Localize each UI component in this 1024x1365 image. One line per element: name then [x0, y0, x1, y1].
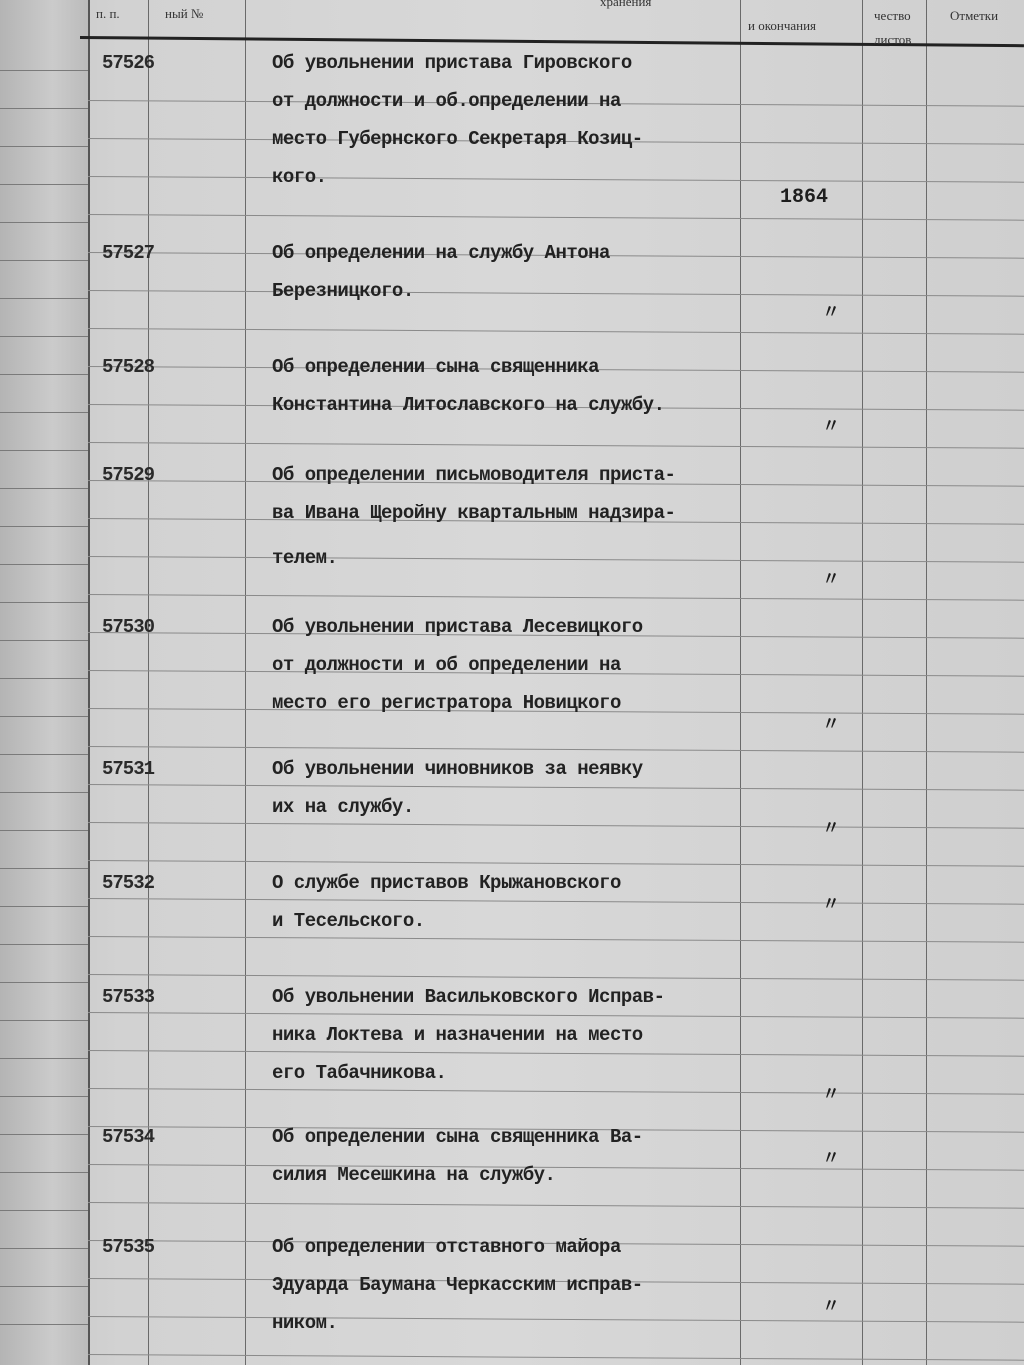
- ruled-line: [0, 792, 88, 793]
- ruled-line: [0, 716, 88, 717]
- ditto-mark: 〃: [822, 1086, 840, 1106]
- entry-title-line: Об определении отставного майора: [272, 1236, 621, 1258]
- entry-title-line: О службе приставов Крыжановского: [272, 872, 621, 894]
- entry-title-line: Об увольнении пристава Гировского: [272, 52, 632, 74]
- ruled-line: [0, 906, 88, 907]
- entry-number: 57527: [102, 242, 155, 264]
- ruled-line: [88, 176, 1024, 183]
- column-divider: [740, 0, 741, 1365]
- ditto-mark: 〃: [822, 418, 840, 438]
- ruled-line: [0, 602, 88, 603]
- entry-title-line: ника Локтева и назначении на место: [272, 1024, 643, 1046]
- entry-title-line: его Табачникова.: [272, 1062, 447, 1084]
- entry-number: 57534: [102, 1126, 155, 1148]
- ruled-line: [0, 564, 88, 565]
- ruled-line: [0, 146, 88, 147]
- entry-number: 57531: [102, 758, 155, 780]
- entry-number: 57530: [102, 616, 155, 638]
- entry-title-line: и Тесельского.: [272, 910, 425, 932]
- entry-number: 57526: [102, 52, 155, 74]
- ruled-line: [0, 488, 88, 489]
- ruled-line: [0, 1172, 88, 1173]
- entry-date: 1864: [780, 186, 829, 209]
- entry-title-line: ником.: [272, 1312, 338, 1334]
- entry-title-line: Об увольнении чиновников за неявку: [272, 758, 643, 780]
- ditto-mark: 〃: [822, 1150, 840, 1170]
- header-count-2: листов: [874, 32, 912, 47]
- ruled-line: [0, 298, 88, 299]
- entry-title-line: место Губернского Секретаря Козиц-: [272, 128, 643, 150]
- ruled-line: [88, 1088, 1024, 1095]
- ditto-mark: 〃: [822, 896, 840, 916]
- column-divider: [148, 0, 149, 1365]
- entry-title-line: от должности и об.определении на: [272, 90, 621, 112]
- header-number: ный №: [165, 6, 204, 21]
- entry-number: 57529: [102, 464, 155, 486]
- ruled-line: [0, 1248, 88, 1249]
- entry-title-line: Об определении сына священника: [272, 356, 600, 378]
- previous-page-edge: [0, 0, 90, 1365]
- entry-title-line: Об определении на службу Антона: [272, 242, 610, 264]
- entry-title-line: силия Месешкина на службу.: [272, 1164, 556, 1186]
- entry-title-line: от должности и об определении на: [272, 654, 621, 676]
- ruled-line: [88, 936, 1024, 943]
- entry-title-line: Константина Литославского на службу.: [272, 394, 665, 416]
- ruled-line: [0, 944, 88, 945]
- entry-number: 57535: [102, 1236, 155, 1258]
- entry-title-line: телем.: [272, 547, 338, 569]
- ditto-mark: 〃: [822, 1298, 840, 1318]
- ditto-mark: 〃: [822, 716, 840, 736]
- ruled-line: [0, 450, 88, 451]
- entry-title-line: их на службу.: [272, 796, 414, 818]
- entry-title-line: Эдуарда Баумана Черкасским исправ-: [272, 1274, 643, 1296]
- ruled-line: [0, 336, 88, 337]
- header-notes: Отметки: [950, 8, 999, 23]
- ruled-line: [88, 1050, 1024, 1057]
- ruled-line: [0, 1096, 88, 1097]
- ruled-line: [88, 290, 1024, 297]
- ruled-line: [0, 1020, 88, 1021]
- ditto-mark: 〃: [822, 820, 840, 840]
- ruled-line: [88, 1202, 1024, 1209]
- column-divider: [926, 0, 927, 1365]
- ruled-line: [0, 868, 88, 869]
- entry-title-line: ва Ивана Щеройну квартальным надзира-: [272, 502, 676, 524]
- entry-title-line: место его регистратора Новицкого: [272, 692, 621, 714]
- ruled-line: [0, 1286, 88, 1287]
- ruled-line: [0, 1210, 88, 1211]
- ruled-line: [0, 412, 88, 413]
- entry-title-line: кого.: [272, 166, 327, 188]
- ruled-line: [0, 70, 88, 71]
- header-dates: и окончания: [748, 18, 817, 33]
- ruled-line: [88, 214, 1024, 221]
- ruled-line: [88, 1354, 1024, 1361]
- ruled-line: [0, 526, 88, 527]
- header-storage: хранения: [600, 0, 652, 9]
- ruled-line: [88, 556, 1024, 563]
- entry-number: 57528: [102, 356, 155, 378]
- ruled-line: [88, 1316, 1024, 1323]
- ruled-line: [0, 1058, 88, 1059]
- ruled-line: [0, 108, 88, 109]
- ruled-line: [0, 222, 88, 223]
- ruled-line: [0, 982, 88, 983]
- entry-title-line: Об определении письмоводителя приста-: [272, 464, 676, 486]
- ruled-line: [88, 974, 1024, 981]
- entry-title-line: Об увольнении пристава Лесевицкого: [272, 616, 643, 638]
- ruled-line: [0, 1134, 88, 1135]
- entry-number: 57532: [102, 872, 155, 894]
- ruled-line: [0, 640, 88, 641]
- ruled-line: [88, 442, 1024, 449]
- ruled-line: [0, 374, 88, 375]
- ruled-line: [88, 860, 1024, 867]
- ruled-line: [0, 1324, 88, 1325]
- ruled-line: [0, 678, 88, 679]
- ruled-line: [88, 328, 1024, 335]
- entry-title-line: Березницкого.: [272, 280, 414, 302]
- ruled-line: [0, 260, 88, 261]
- ruled-line: [88, 746, 1024, 753]
- ditto-mark: 〃: [822, 304, 840, 324]
- ruled-line: [88, 594, 1024, 601]
- ruled-line: [0, 830, 88, 831]
- entry-title-line: Об определении сына священника Ва-: [272, 1126, 643, 1148]
- column-divider: [862, 0, 863, 1365]
- ruled-line: [88, 1164, 1024, 1171]
- ditto-mark: 〃: [822, 571, 840, 591]
- ruled-line: [88, 784, 1024, 791]
- header-count-1: чество: [874, 8, 911, 23]
- column-divider: [245, 0, 246, 1365]
- ruled-line: [0, 184, 88, 185]
- entry-number: 57533: [102, 986, 155, 1008]
- ruled-line: [88, 898, 1024, 905]
- ruled-line: [88, 1012, 1024, 1019]
- ruled-line: [88, 822, 1024, 829]
- header-np: п. п.: [96, 6, 120, 21]
- entry-title-line: Об увольнении Васильковского Исправ-: [272, 986, 665, 1008]
- ruled-line: [0, 754, 88, 755]
